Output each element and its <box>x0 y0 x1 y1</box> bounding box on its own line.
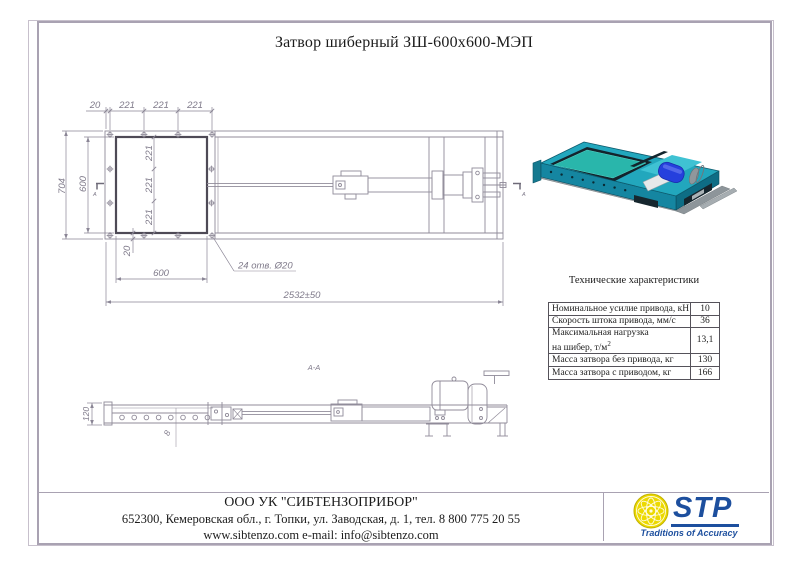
dim-pitch-3: 221 <box>187 100 203 111</box>
spec-value: 36 <box>691 316 720 328</box>
dim-top-offset: 20 <box>89 100 101 111</box>
spec-value: 13,1 <box>691 328 720 354</box>
stp-logo-text: STP <box>673 492 733 524</box>
dim-opening-width: 600 <box>153 268 169 279</box>
specs-table <box>548 302 720 380</box>
table-row <box>549 316 720 328</box>
holes-note: 24 отв. Ø20 <box>238 260 293 272</box>
company-web: www.sibtenzo.com e-mail: info@sibtenzo.com <box>203 528 439 542</box>
dim-overall-height: 704 <box>57 178 68 194</box>
table-row <box>549 328 720 354</box>
section-letter-right: А <box>522 192 526 198</box>
top-view-drawing <box>92 131 526 239</box>
table-row <box>549 354 720 367</box>
page-title: Затвор шиберный ЗШ-600х600-МЭП <box>274 34 534 51</box>
section-mark-right <box>513 184 521 190</box>
specs-heading: Технические характеристики <box>568 275 700 286</box>
footer-company-block <box>39 492 603 540</box>
dim-pitch-v2: 221 <box>144 177 155 193</box>
handwheel-outline <box>484 371 509 376</box>
spec-label: Номинальное усилие привода, кН <box>549 303 691 316</box>
dim-overall-length: 2532±50 <box>283 290 321 301</box>
motor-outline <box>432 381 468 410</box>
product-render <box>533 142 737 214</box>
dim-pitch-v3: 221 <box>144 209 155 225</box>
spec-label: Масса затвора с приводом, кг <box>549 367 691 380</box>
spec-label: Скорость штока привода, мм/с <box>549 316 691 328</box>
table-row <box>549 367 720 380</box>
dim-bottom-offset: 20 <box>122 245 133 257</box>
section-mark-left <box>96 184 104 190</box>
spec-value: 130 <box>691 354 720 367</box>
dim-pitch-1: 221 <box>119 100 135 111</box>
dim-plate-thickness: 8 <box>161 428 173 438</box>
side-view-dimensions <box>81 403 176 447</box>
dim-pitch-2: 221 <box>153 100 169 111</box>
dim-opening-height: 600 <box>78 176 89 192</box>
gate-opening <box>116 137 207 233</box>
company-address: 652300, Кемеровская обл., г. Топки, ул. Заводская, д. 1, тел. 8 800 775 20 55 <box>121 512 521 526</box>
spec-value: 10 <box>691 303 720 316</box>
dim-pitch-v1: 221 <box>144 145 155 161</box>
logo-block <box>603 492 769 540</box>
stp-logo-tagline: Traditions of Accuracy <box>640 528 738 538</box>
stp-emblem-icon <box>631 491 671 531</box>
section-view-label: А-А <box>307 363 321 372</box>
side-view-drawing <box>104 363 509 436</box>
spec-label: Максимальная нагрузка на шибер, $т/м^2$ <box>549 328 691 354</box>
dim-frame-height: 120 <box>81 406 91 422</box>
section-letter-left: А <box>93 192 97 198</box>
spec-label: Масса затвора без привода, кг <box>549 354 691 367</box>
company-name: ООО УК "СИБТЕНЗОПРИБОР" <box>224 495 418 510</box>
table-row <box>549 303 720 316</box>
spec-value: 166 <box>691 367 720 380</box>
stp-logo-underline <box>671 524 739 527</box>
